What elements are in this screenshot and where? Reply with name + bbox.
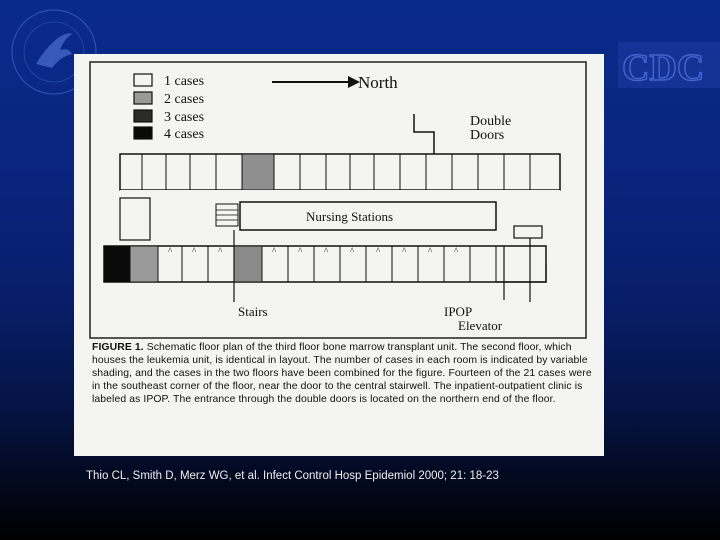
svg-text:^: ^ <box>376 246 381 256</box>
svg-text:^: ^ <box>272 246 277 256</box>
svg-text:^: ^ <box>402 246 407 256</box>
stairs-label: Stairs <box>238 304 268 319</box>
svg-text:^: ^ <box>192 246 197 256</box>
legend-swatch-4 <box>134 127 152 139</box>
legend-label-3: 3 cases <box>164 110 205 125</box>
legend-swatch-1 <box>134 74 152 86</box>
legend-swatch-2 <box>134 92 152 104</box>
elevator-label: Elevator <box>458 318 503 333</box>
double-doors-pointer <box>414 114 434 156</box>
north-label: North <box>358 73 398 92</box>
svg-text:^: ^ <box>454 246 459 256</box>
legend-label-4: 4 cases <box>164 127 205 142</box>
elevator-block <box>514 226 542 238</box>
svg-text:^: ^ <box>350 246 355 256</box>
legend-label-2: 2 cases <box>164 92 205 107</box>
room-2-cases-southwest <box>130 246 158 282</box>
svg-text:^: ^ <box>218 246 223 256</box>
ipop-label: IPOP <box>444 304 473 319</box>
room-2-cases <box>242 154 274 190</box>
floor-plan-diagram <box>74 54 604 344</box>
legend-label-1: 1 cases <box>164 74 205 89</box>
legend-swatch-3 <box>134 110 152 122</box>
figure-caption-label: FIGURE 1. <box>92 342 144 353</box>
nursing-stations-label: Nursing Stations <box>306 209 394 224</box>
figure-caption <box>92 342 592 407</box>
legend <box>134 74 204 142</box>
citation: Thio CL, Smith D, Merz WG, et al. Infect Control Hosp Epidemiol 2000; 21: 18-23 <box>86 470 499 482</box>
double-doors-label-line1: Double <box>470 114 512 129</box>
svg-text:^: ^ <box>298 246 303 256</box>
double-doors-label-line2: Doors <box>470 128 505 143</box>
eagle-icon <box>36 33 72 68</box>
svg-text:^: ^ <box>428 246 433 256</box>
cdc-logo <box>604 28 720 98</box>
svg-text:^: ^ <box>168 246 173 256</box>
south-room-row <box>104 246 546 282</box>
west-wall-block <box>120 198 150 240</box>
room-4-cases <box>104 246 130 282</box>
svg-text:^: ^ <box>324 246 329 256</box>
room-2-cases-south <box>234 246 262 282</box>
floor-plan-figure <box>74 54 604 456</box>
cdc-logo-text: CDC <box>622 47 705 89</box>
figure-caption-text: Schematic floor plan of the third floor bone marrow transplant unit. The second floor, which houses the leukemia unit, is identical in layout. The number of cases in each room is indicated by variable shading, and the cases in the two floors have been combined for the figure. Fourteen of the 21 cases were in the southeast corner of the floor, near the door to the central stairwell. The inpatient-outpatient clinic is labeled as IPOP. The entrance through the double doors is located on the northern end of the floor. <box>92 342 592 405</box>
